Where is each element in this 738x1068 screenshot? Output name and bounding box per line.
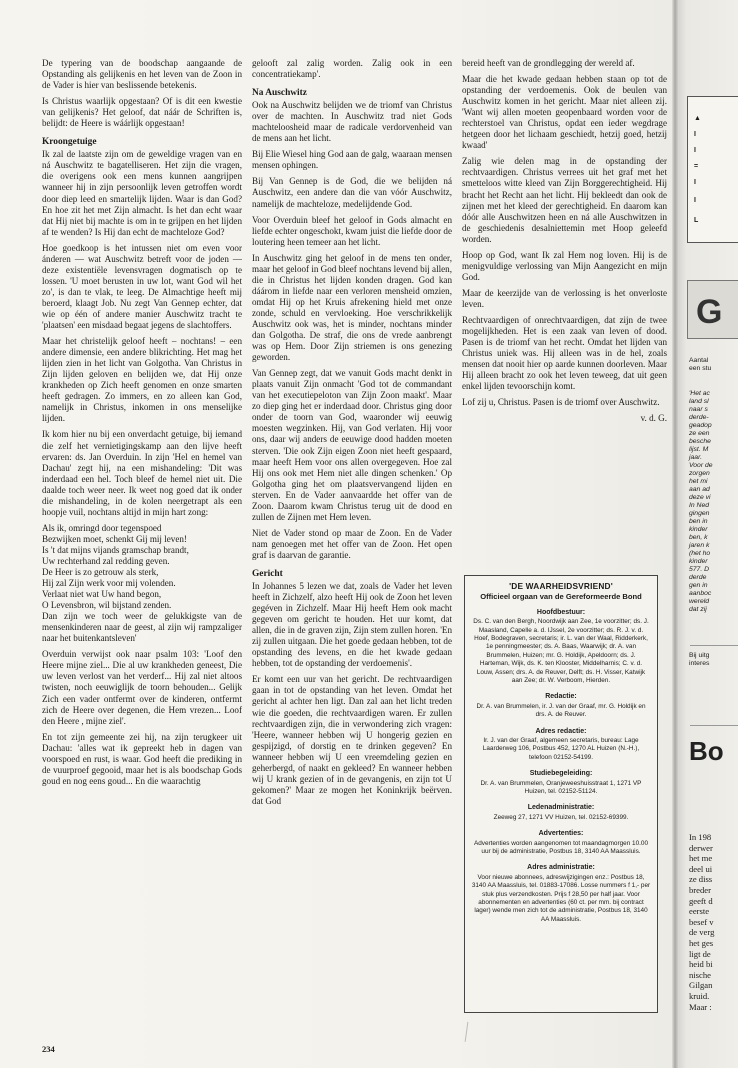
colophon-member-admin xyxy=(471,804,651,822)
colophon-text: Dr. A. van Brummelen, ir. J. van der Graaf, mr. G. Holdijk en drs. A. de Reuver. xyxy=(476,702,646,719)
strip-line: het me xyxy=(689,853,713,864)
paragraph: Is Christus waarlijk opgestaan? Of is dit een kwestie van gelijkenis? Het geloof, dat náár de Schriften is, belijdt: de Heere is wáárlijk opgestaan! xyxy=(42,96,242,129)
strip-line: ze een xyxy=(689,430,710,437)
colophon-administration xyxy=(471,864,651,924)
paragraph: Er komt een uur van het gericht. De rechtvaardigen gaan in tot de opstanding van het leven. Omdat het gericht al achter hen ligt. Dan zal aan het licht treden wie die goeden, die rechtvaardigen waren. Er zullen rechtvaardigen zijn, die in verwondering zich vragen: 'Heere, wanneer hebben wij U hongerig gezien en gespijzigd, of dorstig en te drinken gegeven? En wanneer hebben wij U een vreemdeling gezien en geherbergd, of naakt en gekleed? En wanneer hebben wij U krank gezien of in de gevangenis, en zijn tot U gekomen?' Maar ze mogen het Koninkrijk beërven. dat God xyxy=(252,674,452,806)
strip-line: kinder xyxy=(689,526,708,533)
colophon-text: Ds. C. van den Bergh, Noordwijk aan Zee, 1e voorzitter; ds. J. Maasland, Capelle a. d. IJssel, 2e voorzitter; ds. R. J. v. d. Hoef, Bodegraven, secretaris; ir. L. van der Waal, Ridderkerk, 1e penningmeester; ds. A. Baas, Waarwijk; dr. A. van Brummelen, Huizen; mr. G. Holdijk, Apeldoorn; ds. J. Harteman, Wijk, ds. K. ten Klooster, Middelharnis; C. v. d. Louw, Assen; drs. A. de Reuver, Delft; ds. H. Visser, Katwijk aan Zee; dr. W. Verboom, Hierden. xyxy=(473,618,649,684)
strip-line: naar s xyxy=(689,406,708,413)
strip-line: heid bi xyxy=(689,959,713,970)
next-page-strip xyxy=(680,0,738,1068)
paragraph: Zalig wie delen mag in de opstanding der rechtvaardigen. Christus verrees uit het graf met het smetteloos witte kleed van Zijn Borggerechtigheid. Hij bracht het Recht aan het licht. Hij bekleedt dan ook de zijnen met het kleed der gerechtigheid. En daarom kan dóór alle Auschwitzen heen en ná alle Auschwitzen in de geschiedenis desalniettemin met Hoop geleefd worden. xyxy=(462,156,667,244)
strip-line: aan ad xyxy=(689,486,710,493)
colophon-title: 'DE WAARHEIDSVRIEND' xyxy=(509,581,613,591)
colophon-heading: Ledenadministratie: xyxy=(527,804,595,812)
paragraph: Ik zal de laatste zijn om de geweldige vragen van en ná Auschwitz te bagatelliseren. Het zijn die vragen, die overigens ook een mens kunnen aangrijpen wanneer hij in zijn persoonlijk leven getroffen wordt door diep leed en smartelijk lijden. Waar is dan God? En hoe zit het met Zijn almacht. Is het dan echt waar dat Hij niet bij machte is om in te grijpen en het lijden af te wenden? Is Hij dan echt de machteloze God? xyxy=(42,149,242,237)
bullet-mark: = xyxy=(694,163,699,170)
strip-line: geeft d xyxy=(689,895,713,906)
strip-line: aanboc xyxy=(689,590,712,597)
strip-line: derde- xyxy=(689,414,709,421)
paragraph: bereid heeft van de grondlegging der wereld af. xyxy=(462,58,635,68)
strip-line: kinder xyxy=(689,558,708,565)
bullet-mark: L xyxy=(694,217,699,224)
colophon-text: Advertenties worden aangenomen tot maandagmorgen 10.00 uur bij de administratie, Postbus 18, 3140 AA Maassluis. xyxy=(473,839,649,856)
paragraph: De typering van de boodschap aangaande de Opstanding als gelijkenis en het leven van de Zoon in de Vader is hier van beslissende betekenis. xyxy=(42,58,242,91)
strip-line: een stu xyxy=(689,365,712,372)
strip-line: interes xyxy=(689,660,710,667)
paragraph: In Auschwitz ging het geloof in de mens ten onder, maar het geloof in God bleef nochtans levend bij allen, die in Christus het lijden konden dragen. God kan dáárom in liefde naar een verloren mensheid omzien, omdat Hij op het Kruis afrekening hield met onze zonde, schuld en vervloeking. Hoe verschrikkelijk Auschwitz ook was, het is minder, nochtans minder dan Golgotha. De straf, die ons de vrede aanbrengt was op Hem. Door Zijn striemen is ons genezing geworden. xyxy=(252,252,452,363)
colophon-heading: Adres administratie: xyxy=(527,864,595,872)
bullet-mark: I xyxy=(694,197,696,204)
colophon-text: Dr. A. van Brummelen, Oranjeweeshuisstraat 1, 1271 VP Huizen, tel. 02152-51124. xyxy=(480,779,642,796)
colophon-text: Voor nieuwe abonnees, adreswijzigingen enz.: Postbus 18, 3140 AA Maassluis, tel. 01883-17086. Losse nummers f 1,- per stuk plus verzendkosten. Prijs f 28,50 per half jaar. Voor abonnementen en advertenties (60 ct. per mm. bij contract lager) wende men zich tot de administratie, Postbus 18, 3140 AA Maassluis. xyxy=(471,873,651,923)
strip-heading: Bo xyxy=(689,736,724,766)
strip-line: jaar. xyxy=(689,454,702,461)
strip-line: gen in xyxy=(689,582,708,589)
paragraph: Bij Van Gennep is de God, die we belijden ná Auschwitz, een andere dan die van vóór Auschwitz, namelijk de machteloze, medelijdende God. xyxy=(252,176,452,209)
strip-line: de verg xyxy=(689,927,715,938)
bullet-mark: I xyxy=(694,131,696,138)
psalm-quote: Als ik, omringd door tegenspoed Bezwijken moet, schenkt Gij mij leven! Is 't dat mijns vijands gramschap brandt, Uw rechterhand zal redding geven. De Heer is zo getrouw als sterk, Hij zal Zijn werk voor mij volenden. Verlaat niet wat Uw hand begon, O Levensbron, wil bijstand zenden. Dan zijn we toch weer de gelukkigste van de mensenkinderen naar de geest, al zijn wij rampzaliger naar het buitenkantsleven' xyxy=(42,522,242,644)
text-column-2 xyxy=(252,58,452,812)
strip-line: het mi xyxy=(689,478,708,485)
colophon-study xyxy=(471,770,651,796)
paragraph: Niet de Vader stond op maar de Zoon. En de Vader nam genoegen met het offer van de Zoon. Het open graf is daarvan de garantie. xyxy=(252,527,452,560)
page-gutter xyxy=(672,0,678,1068)
paragraph: Lof zij u, Christus. Pasen is de triomf over Auschwitz. xyxy=(462,397,660,408)
colophon-ads xyxy=(471,830,651,856)
strip-line: zorgen xyxy=(689,470,710,477)
paragraph: Hoe goedkoop is het intussen niet om even voor ánderen — wat Auschwitz betreft voor de joden — deze existentiële levensvragen dogmatisch op te lossen. 'U moet berusten in uw lot, want God wil het zo', is dan te vlak, te leeg. De Almachtige heeft mij beroerd, klaagt Job. Nu zegt Van Gennep echter, dat wie op één of andere manier Auschwitz tracht te 'plaatsen' een misdaad begaat jegens de slachtoffers. xyxy=(42,242,242,331)
colophon-heading: Advertenties: xyxy=(538,830,584,838)
strip-line: Gilgan xyxy=(689,980,713,991)
strip-line: kruid. xyxy=(689,991,710,1001)
paragraph: gelooft zal zalig worden. Zalig ook in een concentratiekamp'. xyxy=(252,58,452,80)
section-heading: Na Auschwitz xyxy=(252,88,307,99)
text-column-3 xyxy=(462,58,667,429)
colophon-heading: Adres redactie: xyxy=(535,727,587,735)
section-heading: Gericht xyxy=(252,568,283,579)
paragraph: Ook na Auschwitz belijden we de triomf van Christus over de machten. In Auschwitz trad niet Gods machteloosheid maar de radicale verdorvenheid van de mens aan het licht. xyxy=(252,100,452,144)
strip-line: ze diss xyxy=(689,874,713,885)
strip-line: 'Het ac xyxy=(689,390,710,397)
strip-line: derwer xyxy=(689,842,713,853)
paragraph: Voor Overduin bleef het geloof in Gods almacht en liefde echter ongeschokt, kwam juist die liefde door de loutering heen temeer aan het licht. xyxy=(252,214,452,247)
paragraph: En tot zijn gemeente zei hij, na zijn terugkeer uit Dachau: 'alles wat ik gepreekt heb in dagen van voorspoed en rust, is waar. God heeft die prediking in de vuurproef gegooid, maar het is als boodschap Gods goud en nog eens goud... En die waarachtig xyxy=(42,731,242,786)
colophon-heading: Studiebegeleiding: xyxy=(529,770,593,778)
paragraph: Maar het christelijk geloof heeft – nochtans! – een andere dimensie, een andere blikrichting. Het mag het lijden zien in het licht van Golgotha. Van Christus in Zijn lijden geloven en belijden we, dat Hij onze krankheden op Zich heeft genomen en onze smarten heeft gedragen. Zo immers, en zo alleen kan God, namelijk in Christus, inkomen in ons menselijke lijden. xyxy=(42,336,242,424)
banner-letter: G xyxy=(696,293,723,331)
strip-line: gingen xyxy=(689,510,710,517)
strip-line: nische xyxy=(689,969,711,980)
heading-banner xyxy=(687,280,738,339)
strip-divider xyxy=(690,645,738,646)
strip-line: het ges xyxy=(689,938,714,948)
strip-line: ben in xyxy=(689,518,708,525)
colophon-text: Ir. J. van der Graaf, algemeen secretaris, bureau: Lage Laarderweg 106, Postbus 452, 1270 AL Huizen (N.-H.), telefoon 02152-54199. xyxy=(482,736,640,761)
bullet-mark: ▲ xyxy=(694,115,701,122)
strip-line: wereld xyxy=(689,598,710,605)
bullet-mark: I xyxy=(694,147,696,154)
paragraph: Rechtvaardigen of onrechtvaardigen, dat zijn de twee mogelijkheden. Het is een zaak van leven of dood. Pasen is de triomf van het recht. Omdat het lijden van Christus uniek was. Hij alleen was in de hel, zoals mensen dat nooit hier op aarde kunnen doorleven. Maar Hij alleen bracht zo ook het leven teweeg, dat uit geen enkel lijden tevoorschijn komt. xyxy=(462,314,667,392)
paragraph: Hoop op God, want Ik zal Hem nog loven. Hij is de menigvuldige verlossing van Mijn Aangezicht en mijn God. xyxy=(462,249,667,282)
strip-line: In Ned xyxy=(689,502,710,509)
strip-line: Bij uitg xyxy=(689,652,710,659)
author-signature: v. d. G. xyxy=(640,413,667,424)
section-heading: Kroongetuige xyxy=(42,137,97,148)
colophon-box xyxy=(464,575,658,1013)
strip-line: geadop xyxy=(689,422,712,429)
strip-line: Maar : xyxy=(689,1001,712,1012)
paragraph: Maar die het kwade gedaan hebben staan op tot de opstanding der verdoemenis. Ook de beulen van Auschwitz komen in het gericht. Maar niet alleen zij. 'Want wij allen moeten geopenbaard worden voor de rechterstoel van Christus, opdat een ieder wegdrage hetgeen door het lichaam geschiedt, hetzij goed, hetzij kwaad' xyxy=(462,74,667,151)
strip-line: besef v xyxy=(689,916,714,927)
paragraph: Bij Elie Wiesel hing God aan de galg, waaraan mensen mensen ophingen. xyxy=(252,149,452,171)
strip-line: dat zij xyxy=(689,606,707,613)
strip-line: lijst. M xyxy=(689,446,709,453)
strip-line: deel ui xyxy=(689,863,713,874)
paragraph: Van Gennep zegt, dat we vanuit Gods macht denkt in plaats vanuit Zijn onmacht 'God tot de commandant van het executiepeloton van Zijn Zoon maakt'. Maar zo diep ging het er inderdaad door. Christus ging door onder de toorn van God, waaronder wij eeuwig moesten wegzinken. Hij, van God verlaten. Hij voor ons, daar wij anders de eeuwige dood hadden moeten sterven. 'Die ook Zijn eigen Zoon niet heeft gespaard, maar heeft Hem voor ons allen overgegeven. Hoe zal Hij ons ook met Hem niet alle dingen schenken.' Op Golgotha ging het om plaatsvervangend lijden en sterven. En de Vader aanvaardde het offer van de Zoon. Daarom kwam Christus terug uit de dood en zullen de Zijnen met Hem leven. xyxy=(252,368,452,522)
paragraph: Overduin verwijst ook naar psalm 103: 'Loof den Heere mijne ziel... Die al uw krankheden geneest, Die uw leven verlost van het verderf... Hij zal niet altoos twisten, noch eeuwiglijk de toorn behouden... Gelijk Zich een vader ontfermt over de kinderen, ontfermt zich de Heere over degenen, die Hem vrezen... Loof den Heere , mijne ziel'. xyxy=(42,649,242,726)
page-number: 234 xyxy=(42,1044,55,1054)
strip-line: deze vi xyxy=(689,494,711,501)
strip-line: In 198 xyxy=(689,832,712,842)
colophon-subtitle: Officieel orgaan van de Gereformeerde Bond xyxy=(480,591,642,601)
paragraph: In Johannes 5 lezen we dat, zoals de Vader het leven heeft in Zichzelf, alzo heeft Hij ook de Zoon het leven gegéven in Zichzelf. Maar Hij heeft Hem ook macht gegeven om gericht te houden. Het uur komt, dat allen, die in de graven zijn, Zijn stem zullen horen. 'En zij zullen uitgaan. Die het goede gedaan hebben, tot de opstanding des levens, en die het kwade gedaan hebben, tot de opstanding der verdoemenis'. xyxy=(252,581,452,669)
strip-line: ben, k xyxy=(689,534,708,541)
paragraph: Maar de keerzijde van de verlossing is het onverloste leven. xyxy=(462,287,667,309)
strip-line: breder xyxy=(689,885,711,895)
strip-line: Aantal xyxy=(689,357,709,364)
strip-line: derde xyxy=(689,574,707,581)
colophon-text: Zeeweg 27, 1271 VV Huizen, tel. 02152-69399. xyxy=(493,813,629,821)
strip-divider xyxy=(690,725,738,726)
colophon-heading: Redactie: xyxy=(545,693,577,701)
strip-line: besche xyxy=(689,438,711,445)
strip-line: Voor de xyxy=(689,462,713,469)
bullet-mark: I xyxy=(694,179,696,186)
strip-line: land sl xyxy=(689,398,709,405)
strip-line: ligt de xyxy=(689,948,711,959)
text-column-1 xyxy=(42,58,242,792)
paragraph: Ik kom hier nu bij een onverdacht getuige, bij iemand die zelf het vernietigingskamp aan den lijve heeft ervaren: ds. Jan Overduin. In zijn 'Hel en hemel van Dachau' zegt hij, na een mishandeling: 'Dit was inderdaad een hel. Toch bleef de hemel niet uit. Die daalde toch weer neer. Ik weet nog goed dat ik onder die mishandeling, in de kolen neergetrapt als een hoopje vuil, nochtans altijd in mijn hart zong: xyxy=(42,429,242,517)
strip-line: jaren k xyxy=(689,542,710,549)
strip-line: eerste xyxy=(689,906,710,917)
strip-line: 577. D xyxy=(689,566,710,573)
strip-line: (het ho xyxy=(689,550,711,557)
colophon-address xyxy=(471,728,651,763)
colophon-board xyxy=(471,609,651,686)
boxed-list xyxy=(687,96,738,243)
colophon-heading: Hoofdbestuur: xyxy=(536,608,586,616)
colophon-editors xyxy=(471,693,651,719)
pencil-mark xyxy=(465,1022,471,1042)
